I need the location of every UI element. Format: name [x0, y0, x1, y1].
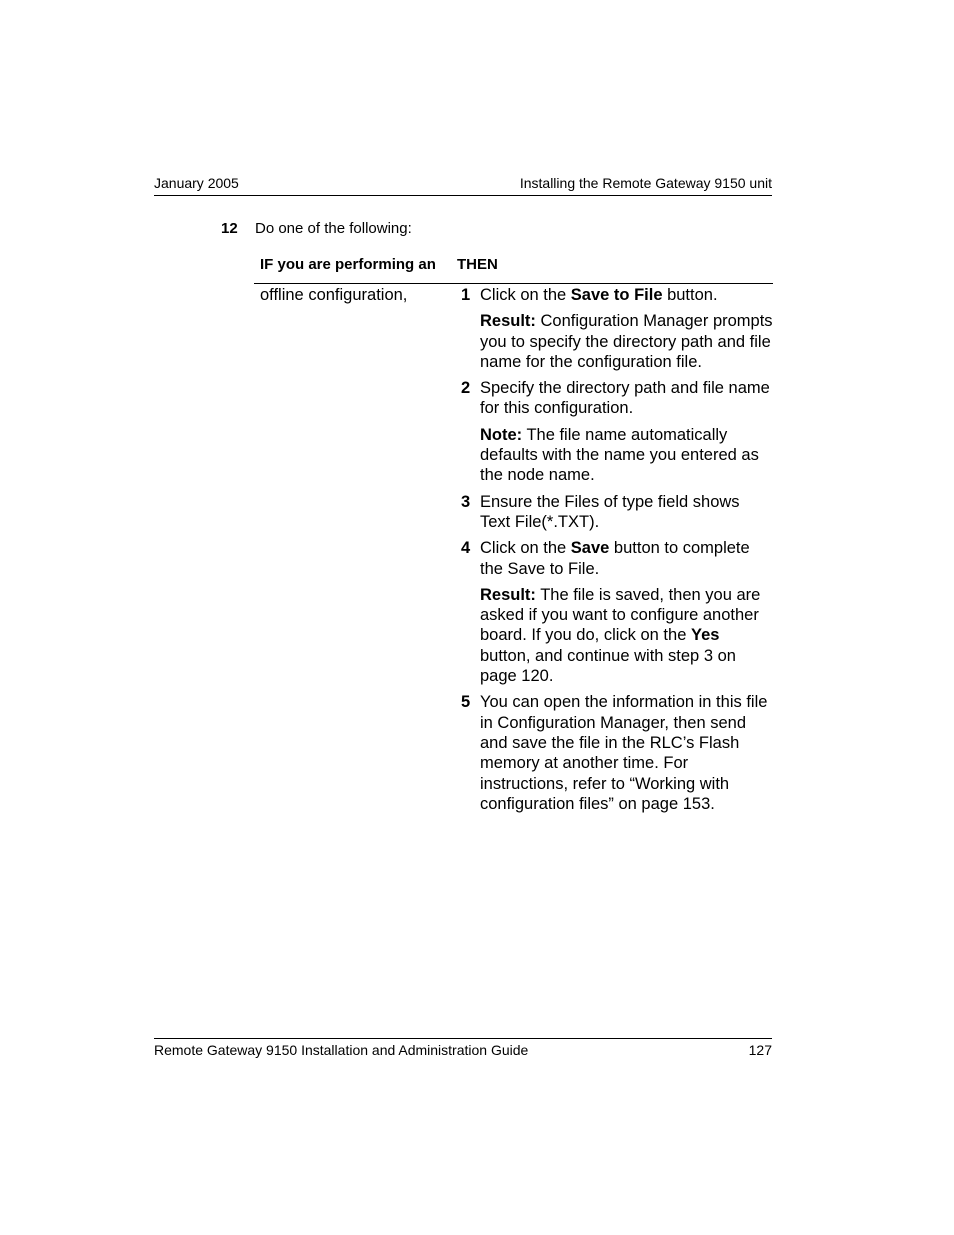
- step-num: 2: [461, 379, 471, 398]
- step-text: Do one of the following:: [255, 220, 412, 237]
- table-row: [254, 284, 773, 814]
- step-num: 4: [461, 539, 471, 558]
- then-step-4: 4 Click on the Save button to complete the Save to File.: [461, 539, 750, 578]
- header-chapter: Installing the Remote Gateway 9150 unit: [519, 175, 772, 191]
- result-note-1: Result: Configuration Manager prompts you to specify the directory path and file name for the configuration file.: [480, 312, 773, 371]
- if-cell: offline configuration,: [260, 286, 408, 304]
- step-num: 1: [461, 286, 471, 304]
- then-step-2: 2 Specify the directory path and file name for this configuration.: [461, 379, 770, 418]
- result-note-2: Result: The file is saved, then you are asked if you want to configure another board. If you do, click on the Yes button, and continue with step 3 on page 120.: [480, 585, 761, 686]
- step-number: 12: [221, 220, 238, 237]
- table-header: [254, 256, 773, 284]
- if-then-table: [254, 256, 773, 820]
- page-footer: [154, 1038, 772, 1062]
- step-num: 5: [461, 693, 471, 712]
- footer-title: Remote Gateway 9150 Installation and Administration Guide: [154, 1042, 529, 1058]
- step-num: 3: [461, 492, 471, 511]
- then-step-1: 1 Click on the Save to File button.: [461, 286, 718, 304]
- then-step-3: 3 Ensure the Files of type field shows Text File(*.TXT).: [461, 492, 740, 531]
- note-para: Note: The file name automatically defaults with the name you entered as the node name.: [480, 425, 759, 485]
- then-step-5: 5 You can open the information in this file in Configuration Manager, then send and save the file in the RLC’s Flash memory at another time. For instructions, refer to “Working with configuration files” on page 153.: [461, 693, 768, 813]
- page-header: [154, 175, 772, 196]
- header-date: January 2005: [154, 175, 239, 191]
- col-if-header: IF you are performing an: [260, 256, 436, 273]
- then-cell: [460, 284, 773, 814]
- page-number: 127: [748, 1042, 772, 1058]
- col-then-header: THEN: [457, 256, 498, 273]
- step-12: [221, 220, 412, 237]
